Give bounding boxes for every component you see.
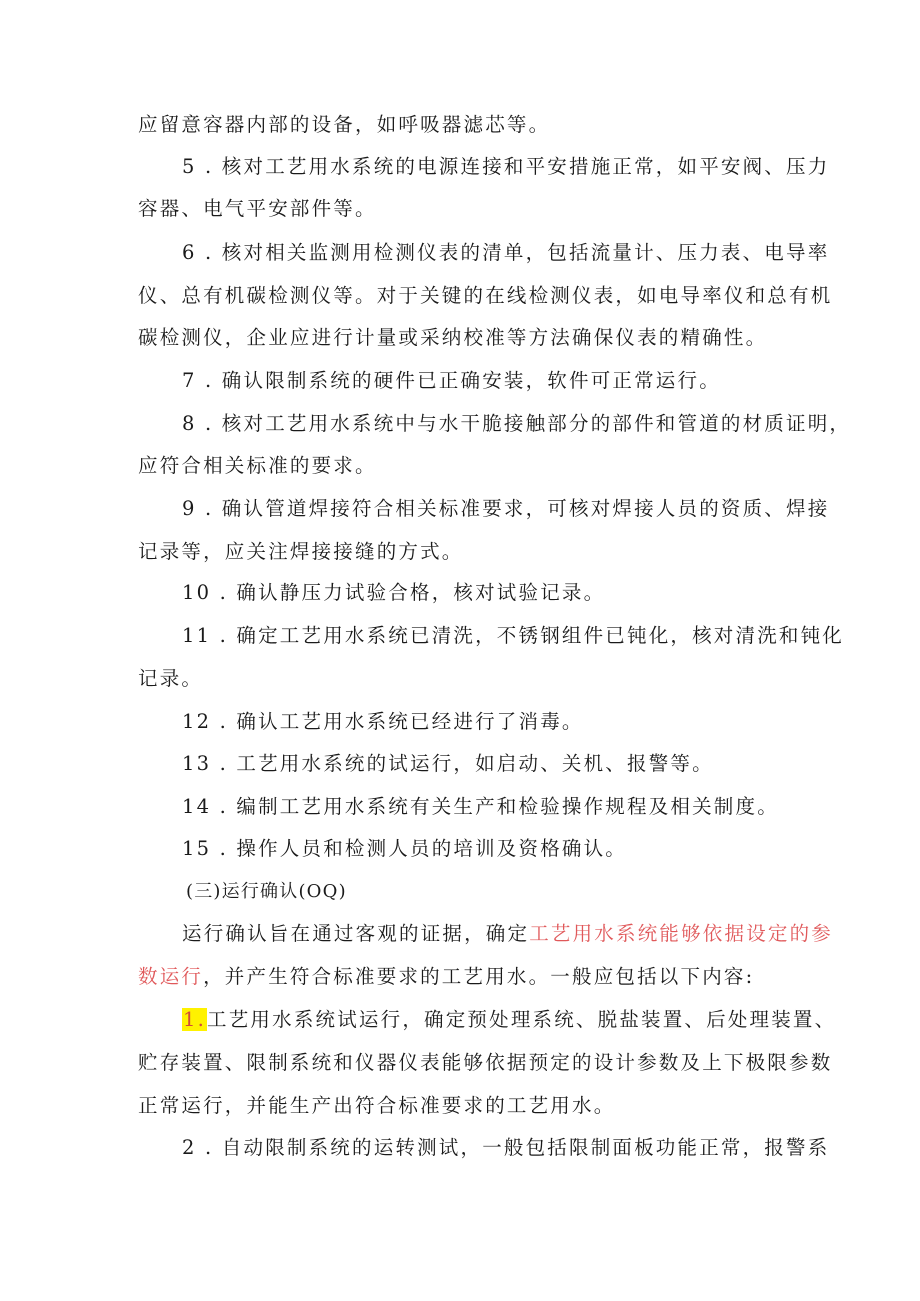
oq-list-item-1	[182, 1007, 836, 1033]
text-line: 记录。	[138, 667, 204, 690]
text-line: 记录等，应关注焊接接缝的方式。	[138, 540, 464, 563]
text-line: 仪、总有机碳检测仪等。对于关键的在线检测仪表，如电导率仪和总有机	[138, 284, 833, 307]
list-item-8: 8 . 核对工艺用水系统中与水干脆接触部分的部件和管道的材质证明，	[182, 412, 852, 435]
list-item-15: 15 . 操作人员和检测人员的培训及资格确认。	[182, 837, 628, 860]
oq-intro-line-1	[182, 921, 833, 947]
list-item-5: 5 . 核对工艺用水系统的电源连接和平安措施正常，如平安阀、压力	[182, 155, 830, 178]
oq-intro-text: ，并产生符合标准要求的工艺用水。一般应包括以下内容:	[203, 965, 755, 988]
section-heading-oq: (三)运行确认(OQ)	[186, 881, 347, 902]
list-item-12: 12 . 确认工艺用水系统已经进行了消毒。	[182, 710, 584, 733]
text-line: 应留意容器内部的设备，如呼吸器滤芯等。	[138, 113, 551, 136]
oq-intro-red-text: 数运行	[138, 965, 204, 988]
list-item-11: 11 . 确定工艺用水系统已清洗，不锈钢组件已钝化，核对清洗和钝化	[182, 624, 845, 647]
list-item-14: 14 . 编制工艺用水系统有关生产和检验操作规程及相关制度。	[182, 795, 779, 818]
list-item-7: 7 . 确认限制系统的硬件已正确安装，软件可正常运行。	[182, 369, 721, 392]
oq-intro-line-2	[138, 964, 754, 990]
list-item-6: 6 . 核对相关监测用检测仪表的清单，包括流量计、压力表、电导率	[182, 241, 830, 264]
list-item-10: 10 . 确认静压力试验合格，核对试验记录。	[182, 581, 606, 604]
oq-list-item-2: 2 . 自动限制系统的运转测试，一般包括限制面板功能正常，报警系	[182, 1136, 830, 1159]
text-line: 应符合相关标准的要求。	[138, 454, 377, 477]
text-line: 正常运行，并能生产出符合标准要求的工艺用水。	[138, 1094, 616, 1117]
highlighted-number: 1.	[183, 1008, 207, 1031]
text-line: 碳检测仪，企业应进行计量或采纳校准等方法确保仪表的精确性。	[138, 326, 768, 349]
list-item-9: 9 . 确认管道焊接符合相关标准要求，可核对焊接人员的资质、焊接	[182, 497, 830, 520]
oq-intro-text: 运行确认旨在通过客观的证据，确定	[182, 922, 530, 945]
oq-item-text: 工艺用水系统试运行，确定预处理系统、脱盐装置、后处理装置、	[207, 1008, 837, 1031]
text-line: 容器、电气平安部件等。	[138, 197, 377, 220]
oq-intro-red-text: 工艺用水系统能够依据设定的参	[529, 922, 834, 945]
text-line: 贮存装置、限制系统和仪器仪表能够依据预定的设计参数及上下极限参数	[138, 1051, 833, 1074]
list-item-13: 13 . 工艺用水系统的试运行，如启动、关机、报警等。	[182, 752, 714, 775]
